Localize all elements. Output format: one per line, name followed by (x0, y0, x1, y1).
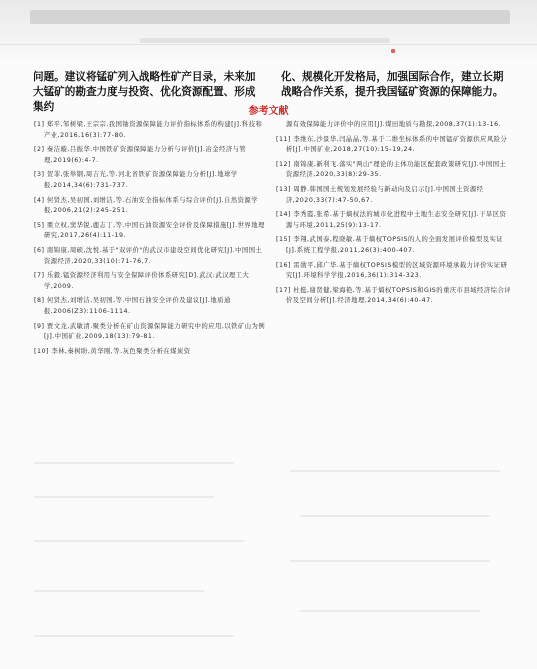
reference-item: [7] 乐毅.锰资源经济利用与安全保障评价体系研究[D].武汉:武汉理工大学,2009. (34, 272, 250, 290)
references-heading: 参考文献 (248, 106, 289, 117)
reference-item: [14] 李秀霞,张希.基于熵权法的城市化进程中土地生态安全研究[J].干旱区资源与环境,2011,25(9):13-17. (276, 211, 507, 229)
faded-line (290, 470, 500, 472)
faded-line (34, 540, 244, 542)
faded-line (290, 560, 490, 562)
reference-item: [10] 李林,秦树盼,黄华刚,等.灰色聚类分析在煤炭资 (34, 347, 191, 355)
references-column-right (276, 120, 512, 311)
reference-item: [17] 杜挺,谢贤健,梁海艳,等.基于熵权TOPSIS和GIS的重庆市县域经济综合评价及空间分析[J].经济地理,2014,34(6):40-47. (276, 286, 512, 305)
header-band (0, 0, 537, 60)
faded-header-title (30, 10, 510, 24)
page-marker (391, 49, 395, 53)
reference-item: [4] 何贤杰,吴初国,刘增洁,等.石油安全指标体系与综合评价[J].自然资源学报,2006,21(2):245-251. (34, 196, 259, 215)
reference-item: [12] 南锦康,新利飞.落实"两山"理论的主体功能区配套政策研究[J].中国国土资源经济,2020,33(8):29-35. (276, 160, 507, 179)
reference-item: [2] 秦洁璇,吕振华.中国铁矿资源保障能力分析与评价[J].冶金经济与管理,2019(6):4-7. (34, 146, 247, 164)
reference-item: [8] 何贤杰,刘增洁,吴初国,等.中国石油安全评价及建议[J].地质通报,2006(Z3):1106-1114. (34, 297, 231, 315)
header-rule (0, 44, 537, 45)
reference-item: [9] 贾文龙,武敏清.聚类分析在矿山资源保障能力研究中的应用,以铁矿山为例[J].中国矿业,2009,18(13):79-81. (34, 322, 266, 341)
faded-header-subtitle (140, 38, 390, 43)
reference-item: [16] 雷勋平,邱广华.基于熵权TOPSIS模型的区域资源环境承载力评价实证研究[J].环境科学学报,2016,36(1):314-323. (276, 261, 508, 280)
reference-item: [13] 周静.韩国国土规划发展经验与新动向及启示[J].中国国土资源经济,2020,33(7):47-50,67. (276, 185, 484, 204)
reference-item-continued: 源有效保障能力评价中的应用[J].煤田地质与勘探,2008,37(1):13-16. (286, 121, 502, 128)
faded-line (300, 610, 480, 612)
intro-text-left: 问题。建议将锰矿列入战略性矿产目录，未来加大锰矿的勘查力度与投资、优化资源配置、形成集约 (33, 71, 256, 113)
faded-line (34, 496, 214, 498)
faded-line (300, 515, 490, 517)
reference-item: [1] 郑平,邹树梁,王宗宗.我国铀资源保障能力评价指标体系的构建[J].科技和产业,2016,16(3):77-80. (34, 121, 263, 139)
reference-item: [5] 栗立权,窦华锐,鹿志丁,等.中国石油资源安全评价及保障措施[J].世界地理研究,2017,26(4):11-19. (34, 221, 265, 240)
references-column-left (34, 120, 266, 361)
reference-item: [3] 贺菲,张举钢,周吉光,等.河北省铁矿资源保障能力分析[J].地球学报,2014,34(6):731-737. (34, 171, 238, 189)
reference-item: [15] 李翔,武国泰,程晓敏.基于熵权TOPSIS的人的全面发展评价模型及实证[J].系统工程学报,2011,26(3):400-407. (276, 236, 504, 254)
faded-line (34, 590, 204, 592)
reference-item: [6] 南锦康,周硕,沈悦.基于"双评价"的武汉市建设空间优化研究[J].中国国土资源经济,2020,33(10):71-76,7. (34, 246, 263, 265)
faded-line (34, 462, 234, 464)
faded-line (34, 635, 234, 637)
intro-text-right: 化、规模化开发格局，加强国际合作，建立长期战略合作关系，提升我国锰矿资源的保障能力。 (281, 71, 504, 98)
reference-item: [11] 李维东,沙景华,闫晶晶,等.基于二维坐标体系的中国锰矿资源供应风险分析[J].中国矿业,2018,27(10):15-19,24. (276, 135, 508, 154)
